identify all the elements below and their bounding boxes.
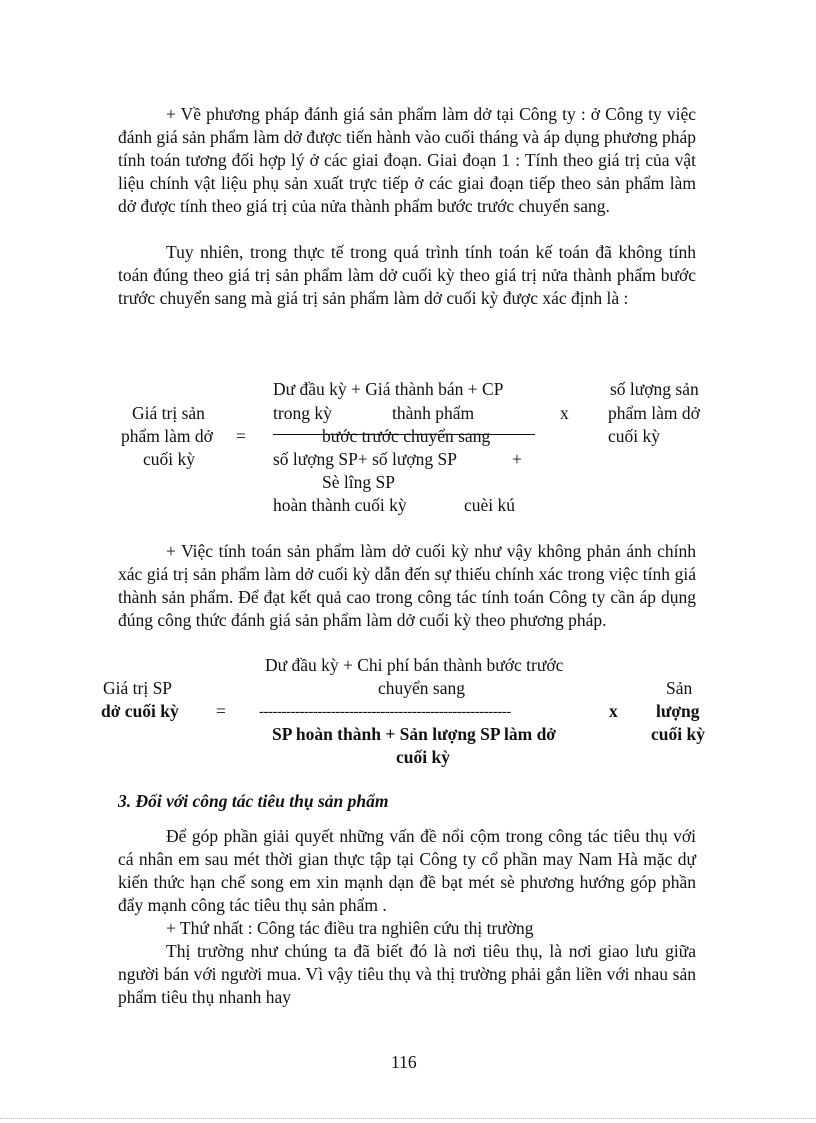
formula1-numerator-line2b: thành phẩm	[392, 403, 475, 423]
formula1-numerator-line3: bước trước chuyển sang	[322, 426, 491, 446]
formula2-rhs-line3: cuối kỳ	[651, 724, 705, 744]
paragraph-market: Thị trường như chúng ta đã biết đó là nơi tiêu thụ, là nơi giao lưu giữa người bán với người mua. Vì vậy tiêu thụ và thị trường phải gắn liền với nhau sản phẩm tiêu thụ nhanh hay	[118, 941, 696, 1007]
paragraph-consequence: + Việc tính toán sản phẩm làm dở cuối kỳ như vậy không phản ánh chính xác giá trị sản phẩm làm dở cuối kỳ dẫn đến sự thiếu chính xác trong việc tính giá thành sản phẩm. Để đạt kết quả cao trong công tác tính toán Công ty cần áp dụng đúng công thức đánh giá sản phẩm làm dở cuối kỳ theo phương pháp.	[118, 541, 696, 630]
paragraph-valuation-method: + Về phương pháp đánh giá sản phẩm làm dở tại Công ty : ở Công ty việc đánh giá sản phẩm làm dở được tiến hành vào cuối tháng và áp dụng phương pháp tính toán tương đối hợp lý ở các giai đoạn. Giai đoạn 1 : Tính theo giá trị của vật liệu chính vật liệu phụ sản xuất trực tiếp ở các giai đoạn tiếp theo sản phẩm làm dở được tính theo giá trị của nửa thành phẩm bước trước chuyển sang.	[118, 104, 696, 216]
formula1-numerator-line2a: trong kỳ	[273, 403, 332, 423]
formula1-denominator-line1b: +	[512, 449, 522, 469]
formula2-lhs-line1: Giá trị SP	[103, 678, 173, 698]
formula1-denominator-line1a: số lượng SP+ số lượng SP	[273, 449, 457, 469]
formula1-rhs-line1: số lượng sản	[610, 379, 699, 399]
section-heading: 3. Đối với công tác tiêu thụ sản phẩm	[118, 791, 389, 811]
paragraph-however: Tuy nhiên, trong thực tế trong quá trình tính toán kế toán đã không tính toán đúng theo giá trị sản phẩm làm dở cuối kỳ theo giá trị nửa thành phẩm bước trước chuyển sang mà giá trị sản phẩm làm dở cuối kỳ được xác định là :	[118, 242, 696, 308]
formula2-denominator-line1: SP hoàn thành + Sản lượng SP làm dở	[272, 724, 556, 744]
formula1-times: x	[560, 403, 569, 423]
formula1-denominator-line2: Sè lîng SP	[322, 472, 395, 492]
formula1-lhs-line3: cuối kỳ	[143, 449, 196, 469]
formula2-rhs-line2: lượng	[656, 701, 700, 721]
paragraph-first-point: + Thứ nhất : Công tác điều tra nghiên cứu thị trường	[166, 918, 534, 938]
formula2-lhs-line2: dở cuối kỳ	[101, 701, 179, 721]
formula1-rhs-line2: phẩm làm dở	[608, 403, 700, 423]
formula1-lhs-line1: Giá trị sản	[132, 403, 205, 423]
formula2-denominator-line2: cuối kỳ	[396, 747, 450, 767]
formula2-rhs-line1: Sản	[666, 678, 693, 698]
formula1-rhs-line3: cuối kỳ	[608, 426, 661, 446]
formula1-fraction-bar	[273, 434, 535, 435]
page-number: 116	[391, 1052, 417, 1072]
formula1-lhs-line2: phẩm làm dở	[121, 426, 213, 446]
formula1-numerator-line1: Dư đầu kỳ + Giá thành bán + CP	[273, 379, 504, 399]
formula2-numerator-line1: Dư đầu kỳ + Chi phí bán thành bước trước	[265, 655, 564, 675]
page-bottom-edge	[0, 1118, 816, 1119]
formula2-equals: =	[216, 701, 226, 721]
formula1-equals: =	[236, 426, 246, 446]
paragraph-contribution: Để góp phần giải quyết những vấn đề nổi cộm trong công tác tiêu thụ với cá nhân em sau mét thời gian thực tập tại Công ty cổ phần may Nam Hà mặc dự kiến thức hạn chế song em xin mạnh dạn đề bạt mét sè phương hướng góp phần đẩy mạnh công tác tiêu thụ sản phẩm .	[118, 826, 696, 915]
formula2-times: x	[609, 701, 618, 721]
formula2-fraction-bar: --------------------------------------------------------	[259, 704, 511, 720]
formula1-denominator-line3b: cuèi kú	[464, 495, 516, 515]
formula2-numerator-line2: chuyển sang	[378, 678, 465, 698]
formula1-denominator-line3a: hoàn thành cuối kỳ	[273, 495, 407, 515]
